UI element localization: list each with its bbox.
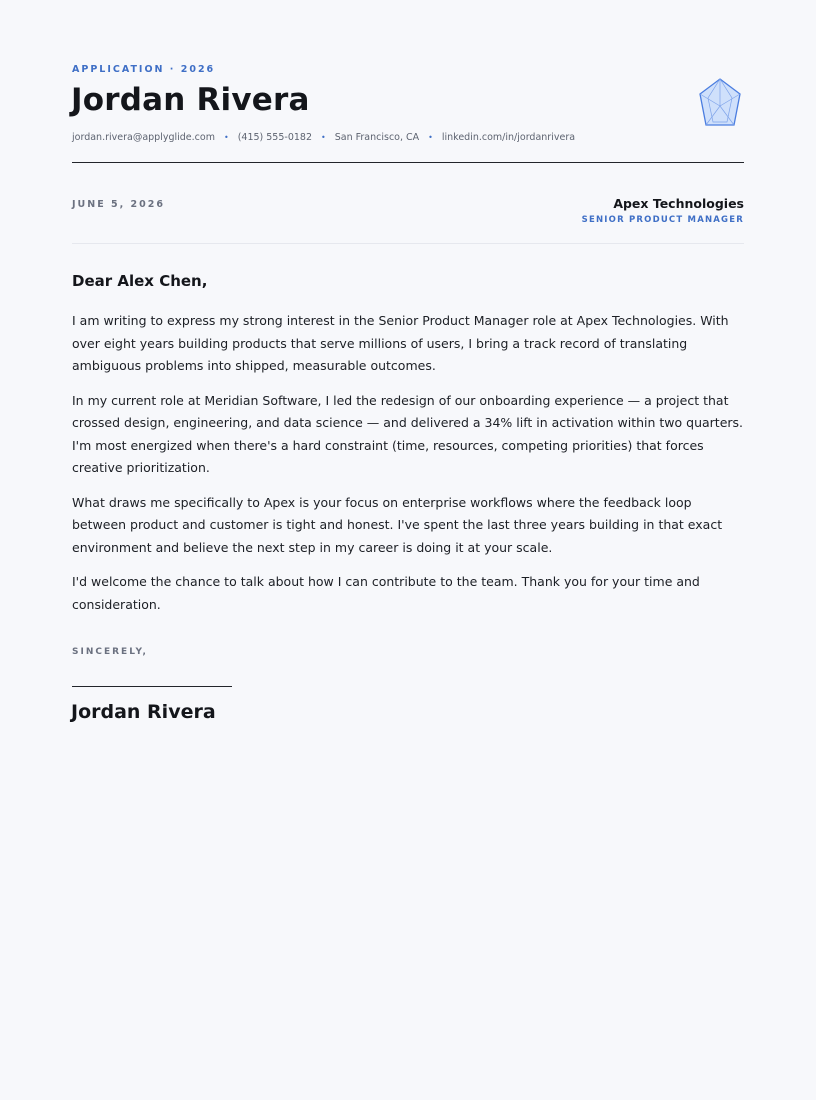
contact-line xyxy=(72,132,575,143)
letter-body xyxy=(72,310,744,628)
body-paragraph: I'd welcome the chance to talk about how I can contribute to the team. Thank you for your time and consideration. xyxy=(72,574,700,612)
application-eyebrow: APPLICATION · 2026 xyxy=(72,64,216,75)
signature-line xyxy=(72,686,232,687)
target-role: SENIOR PRODUCT MANAGER xyxy=(581,215,744,225)
recipient-company: Apex Technologies xyxy=(613,196,744,211)
closing: SINCERELY, xyxy=(72,647,148,657)
signature-name: Jordan Rivera xyxy=(71,701,216,723)
body-paragraph: What draws me specifically to Apex is your focus on enterprise workflows where the feedback loop between product and customer is tight and honest. I've spent the last three years building in that exact environment and believe the next step in my career is doing it at your scale. xyxy=(72,494,723,555)
separator-dot: • xyxy=(321,133,326,142)
contact-phone[interactable]: (415) 555-0182 xyxy=(237,132,312,143)
header-divider xyxy=(72,162,744,163)
separator-dot: • xyxy=(223,133,229,142)
applicant-name: Jordan Rivera xyxy=(71,82,310,118)
body-paragraph: In my current role at Meridian Software, I led the redesign of our onboarding experience — a project that crossed design, engineering, and data science — and delivered a 34% lift in activation within two quarters. I'm most energized when there's a hard constraint (time, resources, competing priorities) that forces creative prioritization. xyxy=(72,392,744,475)
separator-dot: • xyxy=(428,133,433,142)
pentagon-gem-icon xyxy=(697,76,743,128)
body-paragraph: I am writing to express my strong interest in the Senior Product Manager role at Apex Technologies. With over eight years building products that serve millions of users, I bring a track record of translating ambiguous problems into shipped, measurable outcomes. xyxy=(72,313,729,373)
meta-divider xyxy=(72,243,744,244)
salutation: Dear Alex Chen, xyxy=(72,272,208,290)
letter-date: JUNE 5, 2026 xyxy=(72,199,165,210)
contact-linkedin[interactable]: linkedin.com/in/jordanrivera xyxy=(441,132,576,143)
contact-location: San Francisco, CA xyxy=(334,132,420,143)
contact-email[interactable]: jordan.rivera@applyglide.com xyxy=(72,132,215,143)
